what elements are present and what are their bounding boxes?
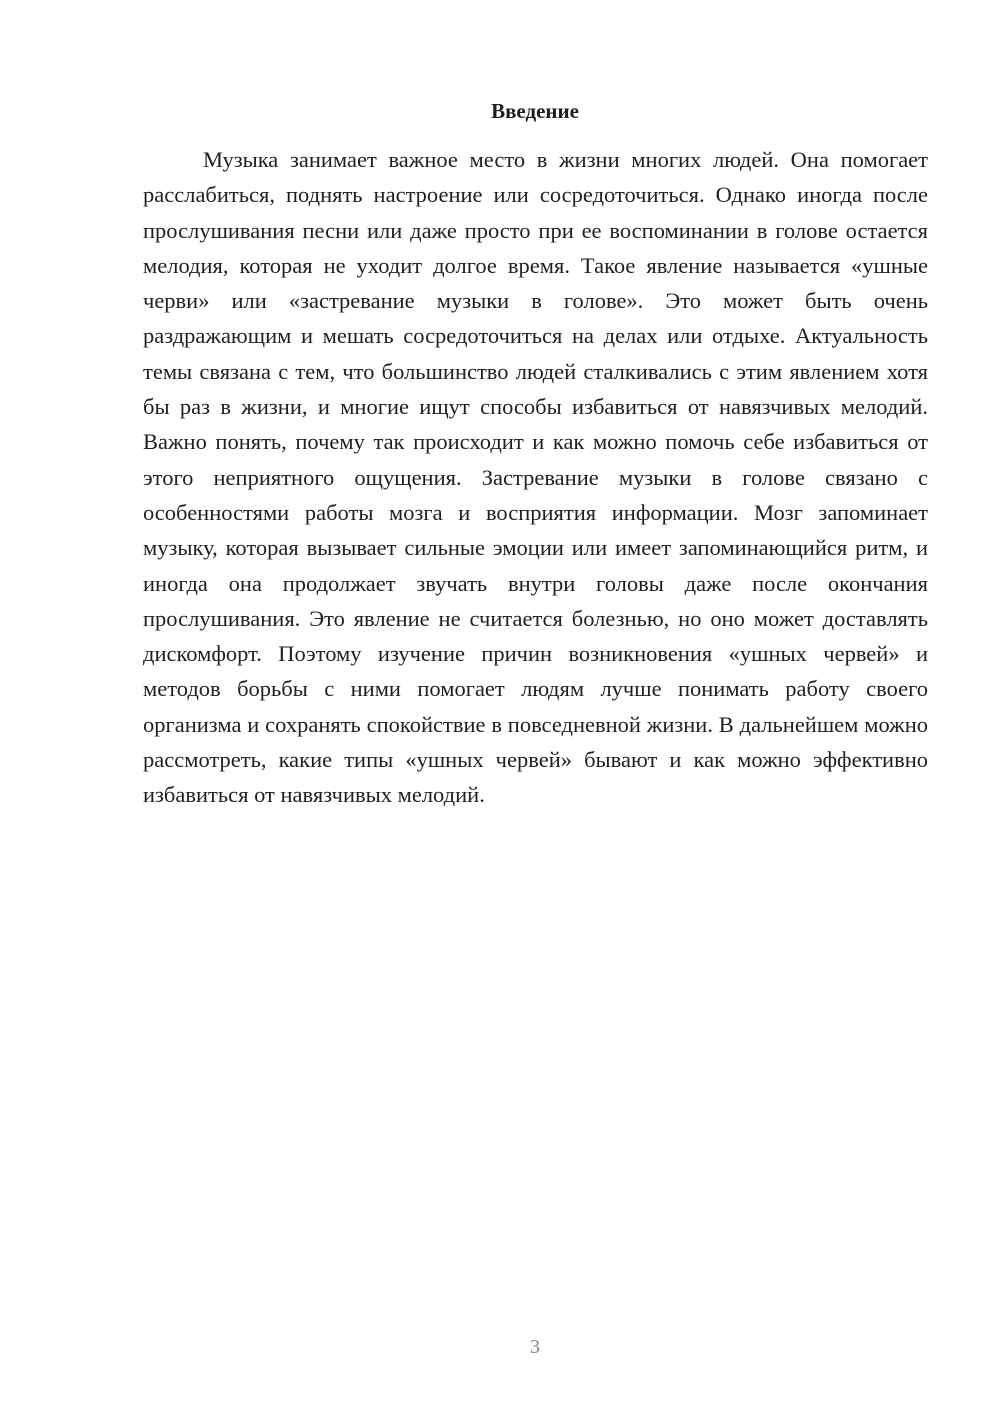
page-number: 3 xyxy=(530,1336,540,1358)
body-paragraph: Музыка занимает важное место в жизни многих людей. Она помогает расслабиться, поднять настроение или сосредоточиться. Однако иногда после прослушивания песни или даже просто при ее воспоминании в голове остается мелодия, которая не уходит долгое время. Такое явление называется «ушные черви» или «застревание музыки в голове». Это может быть очень раздражающим и мешать сосредоточиться на делах или отдыхе. Актуальность темы связана с тем, что большинство людей сталкивались с этим явлением хотя бы раз в жизни, и многие ищут способы избавиться от навязчивых мелодий. Важно понять, почему так происходит и как можно помочь себе избавиться от этого неприятного ощущения. Застревание музыки в голове связано с особенностями работы мозга и восприятия информации. Мозг запоминает музыку, которая вызывает сильные эмоции или имеет запоминающийся ритм, и иногда она продолжает звучать внутри головы даже после окончания прослушивания. Это явление не считается болезнью, но оно может доставлять дискомфорт. Поэтому изучение причин возникновения «ушных червей» и методов борьбы с ними помогает людям лучше понимать работу своего организма и сохранять спокойствие в повседневной жизни. В дальнейшем можно рассмотреть, какие типы «ушных червей» бывают и как можно эффективно избавиться от навязчивых мелодий. xyxy=(143,147,928,808)
section-heading: Введение xyxy=(491,99,579,123)
